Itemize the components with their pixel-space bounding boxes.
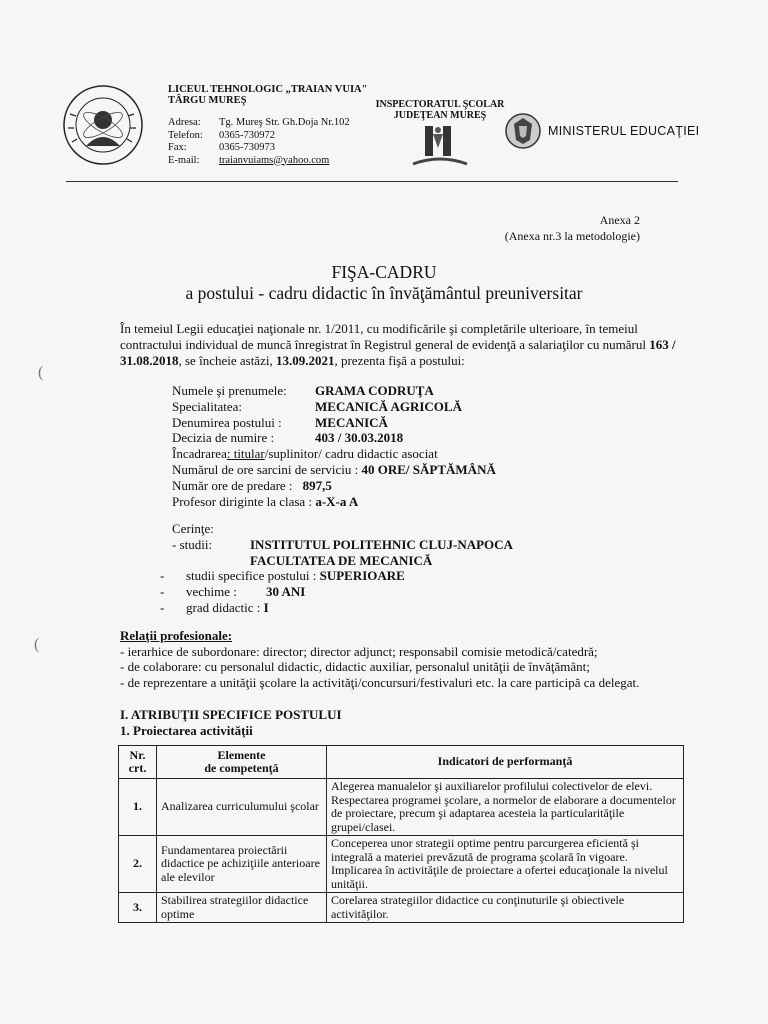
- isj-line2: JUDEŢEAN MUREŞ: [393, 110, 487, 121]
- ore-sarcini-row: [172, 462, 496, 478]
- contact-row: [168, 117, 350, 130]
- cerinta-label: studii specifice postului :: [186, 568, 320, 584]
- contact-label: Adresa:: [168, 117, 201, 128]
- isj-line1: INSPECTORATUL ŞCOLAR: [375, 99, 505, 110]
- diriginte-label: Profesor diriginte la clasa :: [172, 493, 316, 509]
- field-row: [172, 415, 496, 431]
- contact-value: 0365-730973: [219, 142, 275, 153]
- school-name: [168, 84, 367, 106]
- field-value: MECANICĂ: [315, 414, 388, 430]
- relatii-line: - de colaborare: cu personalul didactic, didactic auxiliar, personalul unităţii de învăţământ;: [120, 659, 590, 674]
- contact-row: [168, 130, 350, 143]
- ore-sarcini-label: Numărul de ore sarcini de serviciu :: [172, 461, 362, 477]
- document-title: FIŞA-CADRU: [331, 262, 437, 282]
- ore-predare-row: [172, 478, 496, 494]
- intro-text: , se încheie astăzi,: [178, 353, 276, 368]
- row-indicator: Conceperea unor strategii optime pentru parcurgerea eficientă şi integrală a materiei prevăzută de programa şcolară în vigoare. Implicarea în activităţile de proiectare a ofertei educaţionale la nivelul unităţii.: [327, 836, 684, 893]
- school-name-line1: LICEUL TEHNOLOGIC „TRAIAN VUIA": [168, 84, 368, 95]
- document-subtitle: a postului - cadru didactic în învăţământul preuniversitar: [185, 283, 583, 303]
- contact-email[interactable]: traianvuiams@yahoo.com: [219, 154, 330, 166]
- row-element: Analizarea curriculumului şcolar: [157, 779, 327, 836]
- cerinta-label: vechime :: [186, 584, 237, 600]
- studii-line1: INSTITUTUL POLITEHNIC CLUJ-NAPOCA: [250, 536, 513, 552]
- diriginte-row: [172, 494, 496, 510]
- anexa-block: [505, 212, 640, 244]
- school-name-line2: TÂRGU MUREŞ: [168, 95, 247, 106]
- table-row: [119, 893, 684, 923]
- table-header-row: [119, 746, 684, 779]
- contact-row: [168, 142, 350, 155]
- section-subtitle: 1. Proiectarea activităţii: [120, 723, 253, 738]
- studii-line2: FACULTATEA DE MECANICĂ: [250, 552, 433, 568]
- intro-paragraph: [120, 321, 680, 369]
- contact-row: [168, 155, 350, 168]
- field-label: Specialitatea:: [172, 398, 243, 414]
- intro-text: , prezenta fişă a postului:: [334, 353, 465, 368]
- incadrarea-label: Încadrarea: [172, 446, 227, 462]
- table-header-element: Elemente de competenţă: [157, 746, 327, 779]
- row-nr: 3.: [119, 893, 157, 923]
- relatii-line: - de reprezentare a unităţii şcolare la activităţi/concursuri/festivaluri etc. la care participă ca delegat.: [120, 674, 640, 690]
- relatii-block: [120, 628, 680, 690]
- ore-predare-label: Număr ore de predare :: [172, 477, 293, 493]
- incadrarea-selected: : titular: [226, 446, 265, 462]
- cerinta-value: I: [263, 599, 269, 615]
- contact-value: Tg. Mureş Str. Gh.Doja Nr.102: [219, 117, 350, 128]
- contract-number: 163 / 31.08.2018: [120, 337, 676, 368]
- diriginte-value: a-X-a A: [315, 493, 359, 509]
- relatii-line: - ierarhice de subordonare: director; director adjunct; responsabil comisie metodică/catedră;: [120, 643, 598, 659]
- ministry-title: MINISTERUL EDUCAŢIEI: [548, 124, 700, 138]
- margin-mark: (: [38, 364, 44, 381]
- table-row: [119, 836, 684, 893]
- cerinta-item: - grad didactic : I: [160, 599, 269, 615]
- school-contact-block: [168, 117, 350, 167]
- ore-predare-value: 897,5: [302, 477, 332, 493]
- field-row: [172, 430, 496, 446]
- section-heading: [120, 707, 342, 739]
- cerinta-label: grad didactic :: [186, 599, 264, 615]
- table-header-nr: Nr. crt.: [119, 746, 157, 779]
- studii-row: [172, 537, 513, 553]
- incadrarea-options: /suplinitor/ cadru didactic asociat: [264, 446, 438, 462]
- row-nr: 1.: [119, 779, 157, 836]
- document-date: 13.09.2021: [275, 353, 335, 368]
- contact-label: Fax:: [168, 142, 187, 153]
- field-value: 403 / 30.03.2018: [315, 430, 404, 446]
- field-label: Decizia de numire :: [172, 430, 275, 446]
- cerinta-item: - vechime : 30 ANI: [160, 584, 306, 600]
- isj-title: [374, 99, 506, 121]
- studii-label: - studii:: [172, 536, 213, 552]
- row-indicator: Alegerea manualelor şi auxiliarelor profilului colectivelor de elevi. Respectarea programei şcolare, a normelor de elaborare a documentelor de proiectare, precum şi adaptarea acesteia la particularităţile grupei/clasei.: [327, 779, 684, 836]
- row-element: Stabilirea strategiilor didactice optime: [157, 893, 327, 923]
- anexa-line2: (Anexa nr.3 la metodologie): [504, 229, 640, 243]
- field-value: MECANICĂ AGRICOLĂ: [315, 398, 462, 414]
- cerinta-value: 30 ANI: [266, 584, 306, 600]
- field-label: Denumirea postului :: [172, 414, 282, 430]
- incadrarea-row: [172, 446, 496, 462]
- relatii-title: Relaţii profesionale:: [120, 628, 233, 643]
- field-row: [172, 383, 496, 399]
- school-seal-icon: [62, 84, 144, 166]
- row-element: Fundamentarea proiectării didactice pe achiziţiile anterioare ale elevilor: [157, 836, 327, 893]
- field-label: Numele şi prenumele:: [172, 383, 287, 398]
- contact-value: 0365-730972: [219, 129, 275, 141]
- intro-text: În temeiul Legii educaţiei naţionale nr. 1/2011, cu modificările şi completările ulterioare, în temeiul contractului individual de muncă înregistrat în Registrul general de evidenţă a salariaţilor cu numărul: [120, 321, 650, 352]
- cerinte-block: [160, 521, 513, 616]
- cerinte-title: Cerinţe:: [172, 521, 214, 536]
- employee-fields: [172, 383, 496, 509]
- ministry-crest-icon: [504, 112, 542, 150]
- header-divider: [66, 181, 678, 182]
- field-value: GRAMA CODRUŢA: [315, 383, 434, 398]
- cerinta-value: SUPERIOARE: [319, 568, 405, 584]
- isj-logo-icon: [407, 124, 473, 170]
- table-row: [119, 779, 684, 836]
- anexa-line1: Anexa 2: [599, 213, 640, 227]
- field-row: [172, 399, 496, 415]
- ore-sarcini-value: 40 ORE/ SĂPTĂMÂNĂ: [361, 461, 496, 477]
- row-indicator: Corelarea strategiilor didactice cu conţinuturile şi obiectivele activităţilor.: [327, 893, 684, 923]
- row-nr: 2.: [119, 836, 157, 893]
- cerinta-item: - studii specifice postului : SUPERIOARE: [160, 568, 405, 584]
- margin-mark: (: [34, 636, 40, 653]
- contact-label: Telefon:: [168, 129, 203, 141]
- contact-label: E-mail:: [168, 154, 200, 166]
- table-header-indicator: Indicatori de performanţă: [327, 746, 684, 779]
- section-title: I. ATRIBUŢII SPECIFICE POSTULUI: [120, 707, 342, 722]
- competency-table: [118, 745, 684, 923]
